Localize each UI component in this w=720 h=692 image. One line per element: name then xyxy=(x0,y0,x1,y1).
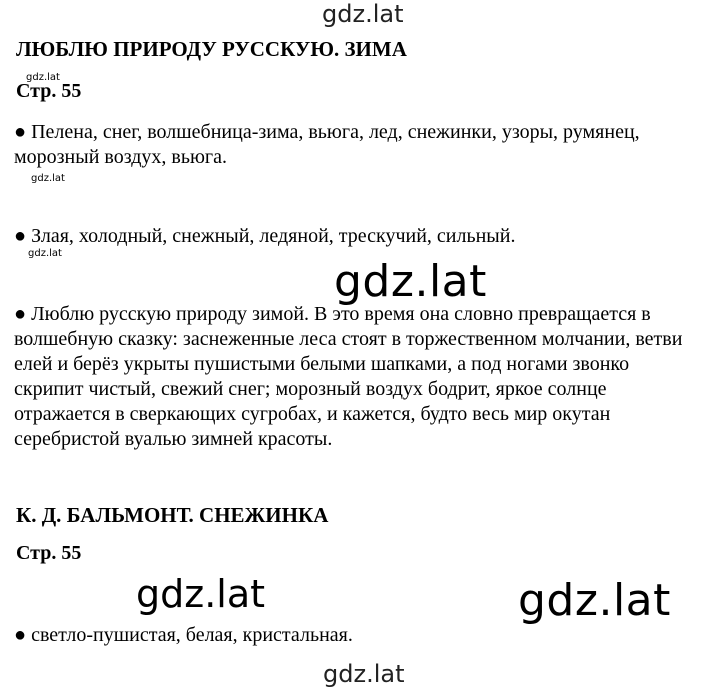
list-item xyxy=(14,224,704,249)
text-line: ● Пелена, снег, волшебница-зима, вьюга, лед, снежинки, узоры, румянец, xyxy=(14,121,640,143)
watermark-big-center: gdz.lat xyxy=(334,256,487,307)
watermark-small: gdz.lat xyxy=(31,173,65,184)
watermark-mid-left: gdz.lat xyxy=(136,572,266,616)
page-number: Стр. 55 xyxy=(16,80,82,102)
watermark-small: gdz.lat xyxy=(26,72,60,83)
watermark-small: gdz.lat xyxy=(28,248,62,259)
text-line: елей и берёз укрыты пушистыми белыми шапками, а под ногами звонко xyxy=(14,353,630,375)
text-line: отражается в сверкающих сугробах, и кажется, будто весь мир окутан xyxy=(14,403,611,425)
list-item xyxy=(14,623,704,648)
section-title-winter: ЛЮБЛЮ ПРИРОДУ РУССКУЮ. ЗИМА xyxy=(16,37,407,61)
text-line: серебристой вуалью зимней красоты. xyxy=(14,428,333,450)
text-line: морозный воздух, вьюга. xyxy=(14,146,228,168)
list-item xyxy=(14,302,704,452)
text-line: волшебную сказку: заснеженные леса стоят в торжественном молчании, ветви xyxy=(14,328,683,350)
list-item xyxy=(14,120,704,170)
page-number: Стр. 55 xyxy=(16,542,82,564)
text-line: скрипит чистый, свежий снег; морозный воздух бодрит, яркое солнце xyxy=(14,378,607,400)
watermark-top: gdz.lat xyxy=(322,0,404,28)
section-title-balmont: К. Д. БАЛЬМОНТ. СНЕЖИНКА xyxy=(16,503,329,527)
watermark-bottom: gdz.lat xyxy=(323,660,405,688)
watermark-big-right: gdz.lat xyxy=(518,575,671,626)
text-line: ● Злая, холодный, снежный, ледяной, трескучий, сильный. xyxy=(14,225,516,247)
text-line: ● Люблю русскую природу зимой. В это время она словно превращается в xyxy=(14,303,651,325)
text-line: ● светло-пушистая, белая, кристальная. xyxy=(14,624,353,646)
